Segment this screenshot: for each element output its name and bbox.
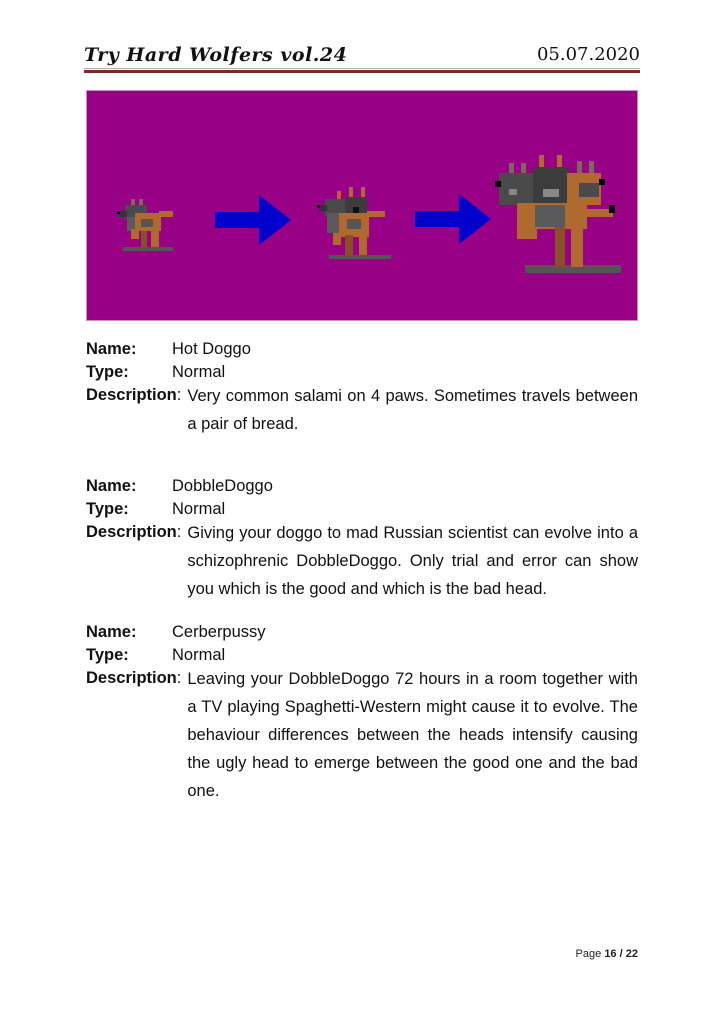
name-row [86, 475, 638, 498]
name-label: Name: [86, 340, 137, 358]
creature-name: Hot Doggo [172, 340, 251, 358]
type-row [86, 361, 638, 384]
page-number: Page 16 / 22 [575, 948, 638, 960]
creature-type: Normal [172, 363, 226, 381]
creature-type: Normal [172, 646, 226, 664]
page-header [84, 44, 640, 70]
evolution-banner-image [86, 90, 638, 321]
header-divider [84, 68, 640, 74]
description-row: Description : Giving your doggo to mad Russian scientist can evolve into a schizophrenic DobbleDoggo. Only trial and error can show you which is the good and which is the bad head. [86, 521, 638, 603]
description-label: Description [86, 669, 177, 687]
creature-entry [86, 338, 638, 438]
arrow-right-icon [215, 195, 291, 245]
description-label: Description [86, 523, 177, 541]
type-label: Type: [86, 500, 129, 518]
creature-name: DobbleDoggo [172, 477, 273, 495]
arrow-right-icon [415, 194, 491, 244]
creature-name: Cerberpussy [172, 623, 266, 641]
creature-entry [86, 475, 638, 603]
name-label: Name: [86, 477, 137, 495]
creature-entry [86, 621, 638, 805]
dobbledoggo-sprite [317, 183, 397, 263]
document-date: 05.07.2020 [536, 44, 640, 65]
document-title: Try Hard Wolfers vol.24 [84, 44, 348, 66]
type-row [86, 644, 638, 667]
description-row: Description : Leaving your DobbleDoggo 72 hours in a room together with a TV playing Spaghetti-Western might cause it to evolve. The behaviour differences between the heads intensify causing the ugly head to emerge between the good one and the bad one. [86, 667, 638, 805]
creature-description: Leaving your DobbleDoggo 72 hours in a room together with a TV playing Spaghetti-Western might cause it to evolve. The behaviour differences between the heads intensify causing the ugly head to emerge between the good one and the bad one. [187, 670, 638, 800]
hot-doggo-sprite [117, 191, 179, 253]
current-page: 16 [604, 948, 617, 960]
creature-type: Normal [172, 500, 226, 518]
name-label: Name: [86, 623, 137, 641]
type-label: Type: [86, 646, 129, 664]
type-row [86, 498, 638, 521]
creature-description: Very common salami on 4 paws. Sometimes travels between a pair of bread. [187, 387, 638, 433]
name-row [86, 621, 638, 644]
name-row [86, 338, 638, 361]
type-label: Type: [86, 363, 129, 381]
description-label: Description [86, 386, 177, 404]
description-row: Description : Very common salami on 4 paws. Sometimes travels between a pair of bread. [86, 384, 638, 438]
total-pages: 22 [625, 948, 638, 960]
creature-description: Giving your doggo to mad Russian scientist can evolve into a schizophrenic DobbleDoggo. Only trial and error can show you which is the good and which is the bad head. [187, 524, 638, 598]
cerberpussy-sprite [495, 153, 625, 281]
